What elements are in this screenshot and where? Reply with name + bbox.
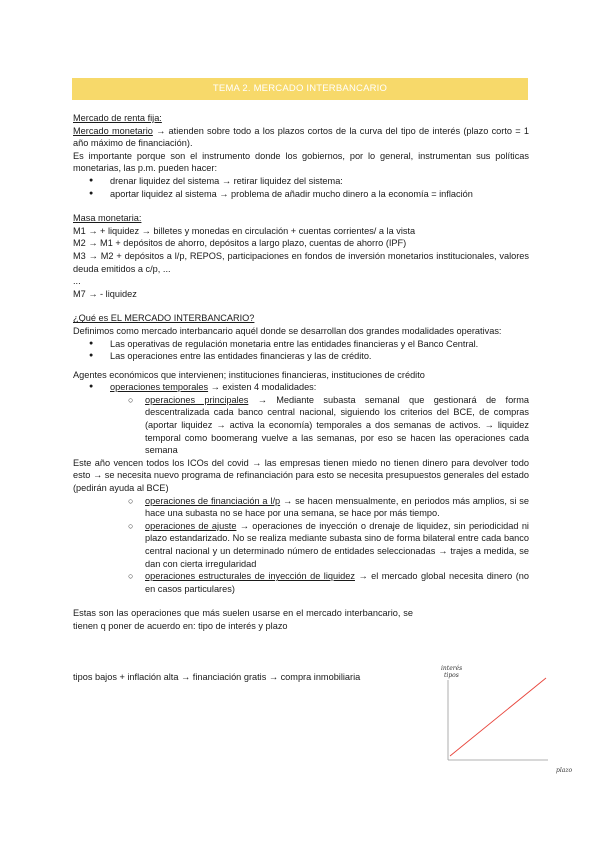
section-heading-renta-fija: Mercado de renta fija: <box>73 113 162 123</box>
section-heading-interbancario: ¿Qué es EL MERCADO INTERBANCARIO? <box>73 313 255 324</box>
y-axis-label-tipos: tipos <box>444 672 459 679</box>
yield-curve-line <box>450 678 546 756</box>
op-estructurales-term: operaciones estructurales de inyección de liquidez <box>145 571 355 582</box>
list-item: ● drenar liquidez del sistema → retirar liquidez del sistema: <box>73 175 529 188</box>
modalidades-list <box>73 338 529 363</box>
agentes-paragraph: Agentes económicos que intervienen; instituciones financieras, instituciones de crédito <box>73 369 425 380</box>
list-item <box>73 394 529 457</box>
y-axis-label-interes: interés <box>441 665 463 672</box>
list-item: ● Las operativas de regulación monetaria entre las entidades financieras y el Banco Central. <box>73 338 529 351</box>
operaciones-temporales-text: → existen 4 modalidades: <box>208 382 317 393</box>
covid-paragraph: Este año vencen todos los ICOs del covid → las empresas tienen miedo no tienen dinero para devolver todo esto → se necesita nuevo programa de refinanciación para esto se necesita presupuestos generales del estado (pedirán ayuda al BCE) <box>73 457 529 494</box>
tipos-paragraph: tipos bajos + inflación alta → financiación gratis → compra inmobiliaria <box>73 671 361 682</box>
mercado-monetario-paragraph <box>73 125 529 150</box>
list-item: ● Las operaciones entre las entidades financieras y las de crédito. <box>73 350 529 363</box>
op-principales-text: → Mediante subasta semanal que gestionará de forma descentralizada cada banco central nacional, siguiendo los criterios del BCE, de compras (aportar liquidez → activa la economía) temporales a dos semanas de activos. → liquidez temporal como boomerang vuelve a las semanas, por eso se hacen las operaciones cada semana <box>145 394 530 456</box>
section-heading-masa-monetaria: Masa monetaria: <box>73 213 142 224</box>
m1-line: M1 → + liquidez → billetes y monedas en circulación + cuentas corrientes/ a la vista <box>73 225 416 236</box>
op-ajuste-term: operaciones de ajuste <box>145 520 237 531</box>
page-title: TEMA 2. MERCADO INTERBANCARIO <box>72 78 528 100</box>
op-financiacion-term: operaciones de financiación a l/p <box>145 495 281 506</box>
interest-rate-sketch <box>440 664 580 776</box>
op-estructurales-text: → el mercado global necesita dinero (no en casos particulares) <box>145 571 529 594</box>
x-axis-label-plazo: plazo <box>556 767 573 774</box>
operaciones-temporales-list <box>73 381 529 394</box>
m7-line: M7 → - liquidez <box>73 288 137 299</box>
list-item <box>73 570 529 595</box>
op-financiacion-text: → se hacen mensualmente, en periodos más amplios, si se hace una subasta no se hace por una semana, se hace por más tiempo. <box>145 495 529 519</box>
ellipsis-line: ... <box>73 276 81 287</box>
list-item <box>73 520 529 570</box>
mercado-monetario-term: Mercado monetario <box>73 125 153 136</box>
op-ajuste-text: → operaciones de inyección o drenaje de liquidez, sin periodicidad ni plazo estandarizado. No se realiza mediante subasta sino de forma bilateral entre cada banco central nacional y un determinado número de entidades seleccionadas → trajes a medida, se dan con cierta irregularidad <box>145 520 529 569</box>
operaciones-sublist-1 <box>73 394 529 457</box>
politicas-paragraph: Es importante porque son el instrumento donde los gobiernos, por lo general, instrumentan sus políticas monetarias, las p.m. pueden hacer: <box>73 150 529 174</box>
list-item <box>73 381 529 394</box>
list-item <box>73 495 529 520</box>
m3-line: M3 → M2 + depósitos a l/p, REPOS, participaciones en fondos de inversión monetarios institucionales, valores deuda emitidos a c/p, ... <box>73 250 529 274</box>
operaciones-temporales-term: operaciones temporales <box>110 382 209 393</box>
document-body <box>73 112 529 683</box>
definition-paragraph: Definimos como mercado interbancario aquél donde se desarrollan dos grandes modalidades operativas: <box>73 325 502 336</box>
list-item: ● aportar liquidez al sistema → problema de añadir mucho dinero a la economía = inflación <box>73 188 529 201</box>
mercado-monetario-text: → atienden sobre todo a los plazos cortos de la curva del tipo de interés (plazo corto = 1 año máximo de financiación). <box>73 125 529 149</box>
estas-paragraph: Estas son las operaciones que más suelen usarse en el mercado interbancario, se tienen q poner de acuerdo en: tipo de interés y plazo <box>73 608 413 631</box>
m2-line: M2 → M1 + depósitos de ahorro, depósitos a largo plazo, cuentas de ahorro (IPF) <box>73 238 407 249</box>
operaciones-sublist-2 <box>73 495 529 596</box>
politicas-list <box>73 175 529 200</box>
op-principales-term: operaciones principales <box>145 394 249 405</box>
